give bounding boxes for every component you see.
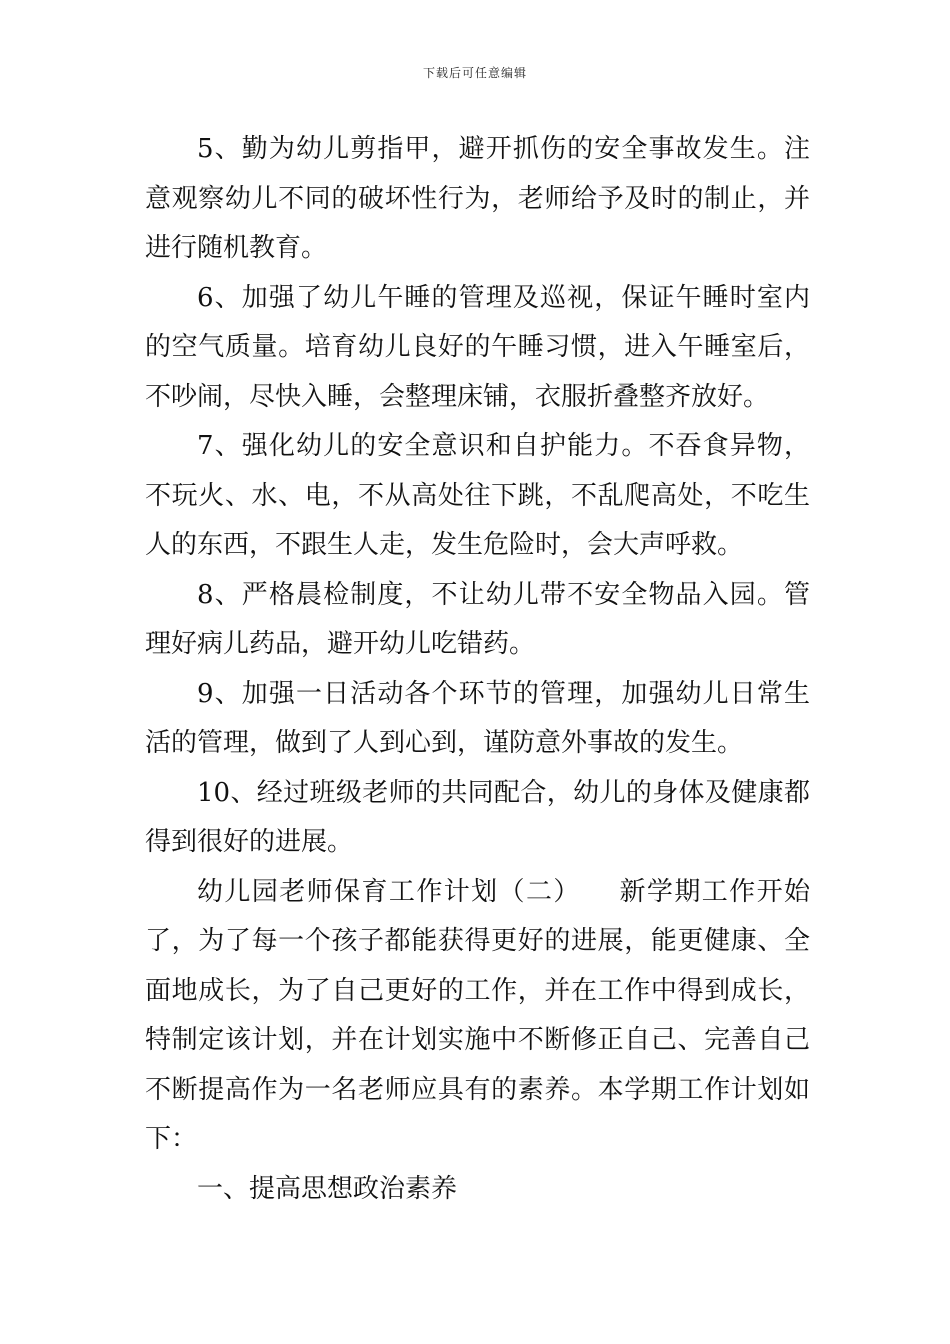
paragraph-item-9: 9、加强一日活动各个环节的管理，加强幼儿日常生活的管理，做到了人到心到，谨防意外事故的发生。 xyxy=(145,678,810,758)
page-header: 下载后可任意编辑 xyxy=(422,66,527,80)
paragraph-item-7: 7、强化幼儿的安全意识和自护能力。不吞食异物，不玩火、水、电，不从高处往下跳，不乱爬高处，不吃生人的东西，不跟生人走，发生危险时，会大声呼救。 xyxy=(145,431,810,560)
section-heading-1: 一、提高思想政治素养 xyxy=(197,1173,458,1204)
paragraph-item-10: 10、经过班级老师的共同配合，幼儿的身体及健康都得到很好的进展。 xyxy=(145,777,810,857)
section-title-plan-two: 幼儿园老师保育工作计划（二） 新学期工作开始了，为了每一个孩子都能获得更好的进展，能更健康、全面地成长，为了自己更好的工作，并在工作中得到成长，特制定该计划，并在计划实施中不断修正自己、完善自己不断提高作为一名老师应具有的素养。本学期工作计划如下： xyxy=(145,876,810,1154)
document-body xyxy=(145,125,810,1214)
paragraph-item-6: 6、加强了幼儿午睡的管理及巡视，保证午睡时室内的空气质量。培育幼儿良好的午睡习惯，进入午睡室后，不吵闹，尽快入睡，会整理床铺，衣服折叠整齐放好。 xyxy=(145,282,810,412)
paragraph-item-5: 5、勤为幼儿剪指甲，避开抓伤的安全事故发生。注意观察幼儿不同的破坏性行为，老师给予及时的制止，并进行随机教育。 xyxy=(145,134,810,263)
paragraph-item-8: 8、严格晨检制度，不让幼儿带不安全物品入园。管理好病儿药品，避开幼儿吃错药。 xyxy=(145,579,810,659)
